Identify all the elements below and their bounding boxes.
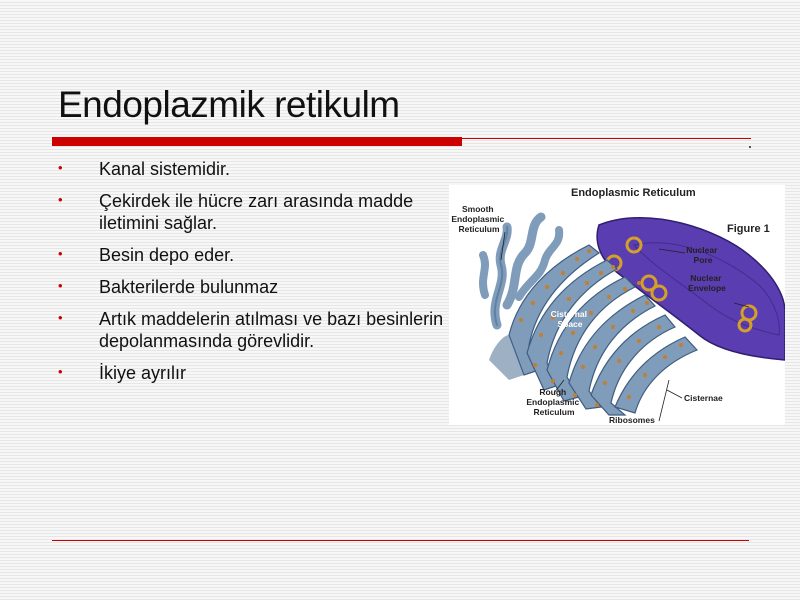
bullet-list bbox=[56, 158, 446, 394]
label-nuclear-envelope: Nuclear Envelope bbox=[688, 273, 726, 293]
bullet-marker: • bbox=[58, 278, 63, 293]
bullet-text: Artık maddelerin atılması ve bazı besinlerin depolanmasında görevlidir. bbox=[99, 309, 444, 351]
bullet-item bbox=[56, 244, 446, 266]
label-cisternae: Cisternae bbox=[684, 393, 723, 403]
bullet-text: Besin depo eder. bbox=[99, 245, 235, 265]
bullet-item bbox=[56, 190, 446, 234]
bullet-item bbox=[56, 308, 446, 352]
bullet-marker: • bbox=[58, 310, 63, 325]
figure-title: Endoplasmic Reticulum bbox=[571, 187, 696, 199]
bullet-text: İkiye ayrılır bbox=[99, 363, 187, 383]
footer-rule bbox=[52, 540, 749, 541]
label-cisternal-space: Cisternal Space bbox=[550, 309, 587, 329]
er-figure bbox=[449, 185, 785, 425]
title-underline-thick bbox=[52, 137, 462, 146]
title-underline-thin bbox=[462, 138, 751, 139]
label-nuclear-pore: Nuclear Pore bbox=[686, 245, 718, 265]
er-illustration bbox=[449, 185, 785, 425]
title-underline-dot bbox=[749, 146, 751, 148]
bullet-marker: • bbox=[58, 364, 63, 379]
slide-title: Endoplazmik retikulm bbox=[58, 84, 400, 125]
bullet-item bbox=[56, 276, 446, 298]
figure-number: Figure 1 bbox=[727, 223, 770, 235]
bullet-text: Bakterilerde bulunmaz bbox=[99, 277, 279, 297]
label-ribosomes: Ribosomes bbox=[609, 415, 655, 425]
bullet-text: Çekirdek ile hücre zarı arasında madde iletimini sağlar. bbox=[99, 191, 414, 233]
bullet-item bbox=[56, 158, 446, 180]
bullet-marker: • bbox=[58, 192, 63, 207]
bullet-marker: • bbox=[58, 160, 63, 175]
label-rough-er: Rough Endoplasmic Reticulum bbox=[526, 387, 580, 417]
bullet-item bbox=[56, 362, 446, 384]
bullet-text: Kanal sistemidir. bbox=[99, 159, 231, 179]
label-smooth-er: Smooth Endoplasmic Reticulum bbox=[451, 204, 505, 234]
bullet-marker: • bbox=[58, 246, 63, 261]
